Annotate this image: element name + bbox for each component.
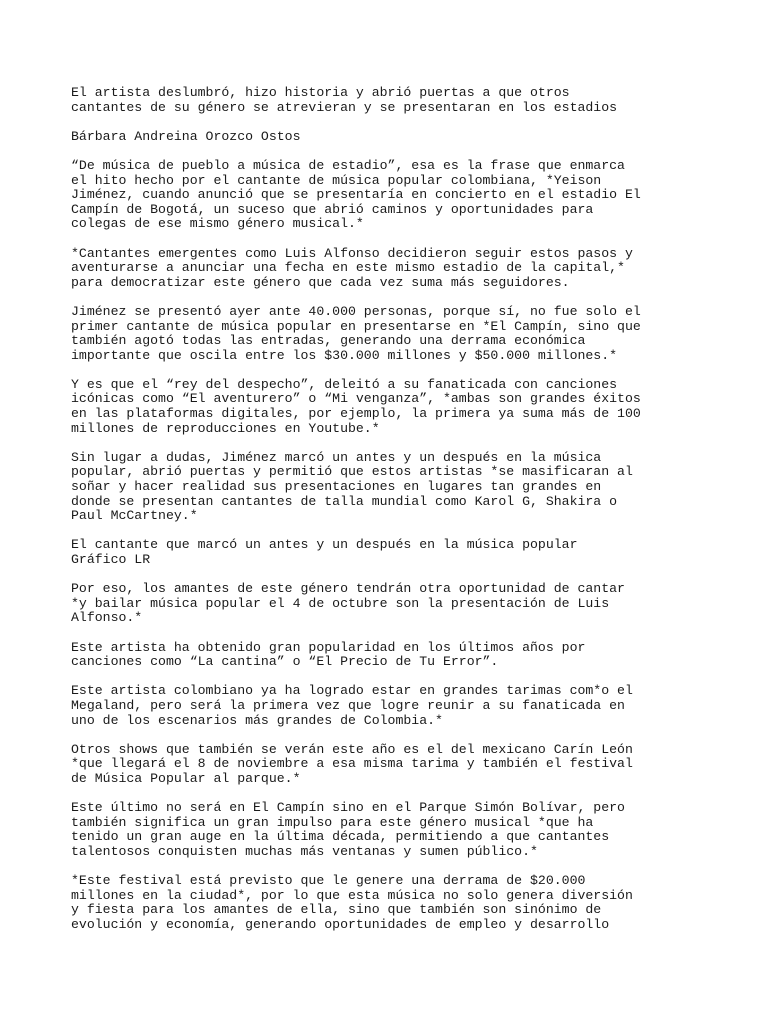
article-paragraph: Este artista colombiano ya ha logrado estar en grandes tarimas com*o el Megaland, pero será la primera vez que logre reunir a su fanaticada en uno de los escenarios más grandes de Colombia.* — [71, 683, 633, 728]
article-paragraph: Otros shows que también se verán este año es el del mexicano Carín León *que llegará el 8 de noviembre a esa misma tarima y también el festival de Música Popular al parque.* — [71, 741, 633, 786]
article-paragraph: “De música de pueblo a música de estadio”, esa es la frase que enmarca el hito hecho por el cantante de música popular colombiana, *Yeison Jiménez, cuando anunció que se presentaría en concierto en el estadio El Campín de Bogotá, un suceso que abrió caminos y oportunidades para colegas de ese mismo género musical.* — [71, 157, 641, 232]
graphic-caption: El cantante que marcó un antes y un después en la música popular Gráfico LR — [71, 537, 578, 567]
article-paragraph: Este artista ha obtenido gran popularidad en los últimos años por canciones como “La cantina” o “El Precio de Tu Error”. — [71, 639, 586, 670]
article-body — [71, 86, 731, 947]
article-paragraph: Jiménez se presentó ayer ante 40.000 personas, porque sí, no fue solo el primer cantante de música popular en presentarse en *El Campín, sino que también agotó todas las entradas, generando una derrama económica importante que oscila entre los $30.000 millones y $50.000 millones.* — [71, 303, 641, 363]
article-paragraph: Sin lugar a dudas, Jiménez marcó un antes y un después en la música popular, abrió puertas y permitió que estos artistas *se masificaran al soñar y hacer realidad sus presentaciones en lugares tan grandes en donde se presentan cantantes de talla mundial como Karol G, Shakira o Paul McCartney.* — [71, 449, 633, 524]
article-paragraph: Por eso, los amantes de este género tendrán otra oportunidad de cantar *y bailar música popular el 4 de octubre son la presentación de Luis Alfonso.* — [71, 581, 625, 626]
article-author: Bárbara Andreina Orozco Ostos — [71, 128, 301, 144]
article-paragraph: Y es que el “rey del despecho”, deleitó a su fanaticada con canciones icónicas como “El aventurero” o “Mi venganza”, *ambas son grandes éxitos en las plataformas digitales, por ejemplo, la primera ya suma más de 100 millones de reproducciones en Youtube.* — [71, 376, 641, 436]
article-paragraph: *Este festival está previsto que le genere una derrama de $20.000 millones en la ciudad*, por lo que esta música no solo genera diversión y fiesta para los amantes de ella, sino que también son sinónimo de evolución y economía, generando oportunidades de empleo y desarrollo — [71, 873, 633, 932]
article-subtitle: El artista deslumbró, hizo historia y abrió puertas a que otros cantantes de su género se atrevieran y se presentaran en los estadios — [71, 85, 618, 115]
article-paragraph: *Cantantes emergentes como Luis Alfonso decidieron seguir estos pasos y aventurarse a anunciar una fecha en este mismo estadio de la capital,* para democratizar este género que cada vez suma más seguidores. — [71, 245, 633, 290]
article-paragraph: Este último no será en El Campín sino en el Parque Simón Bolívar, pero también significa un gran impulso para este género musical *que ha tenido un gran auge en la última década, permitiendo a que cantantes talentosos conquisten muchas más ventanas y sumen público.* — [71, 800, 625, 859]
